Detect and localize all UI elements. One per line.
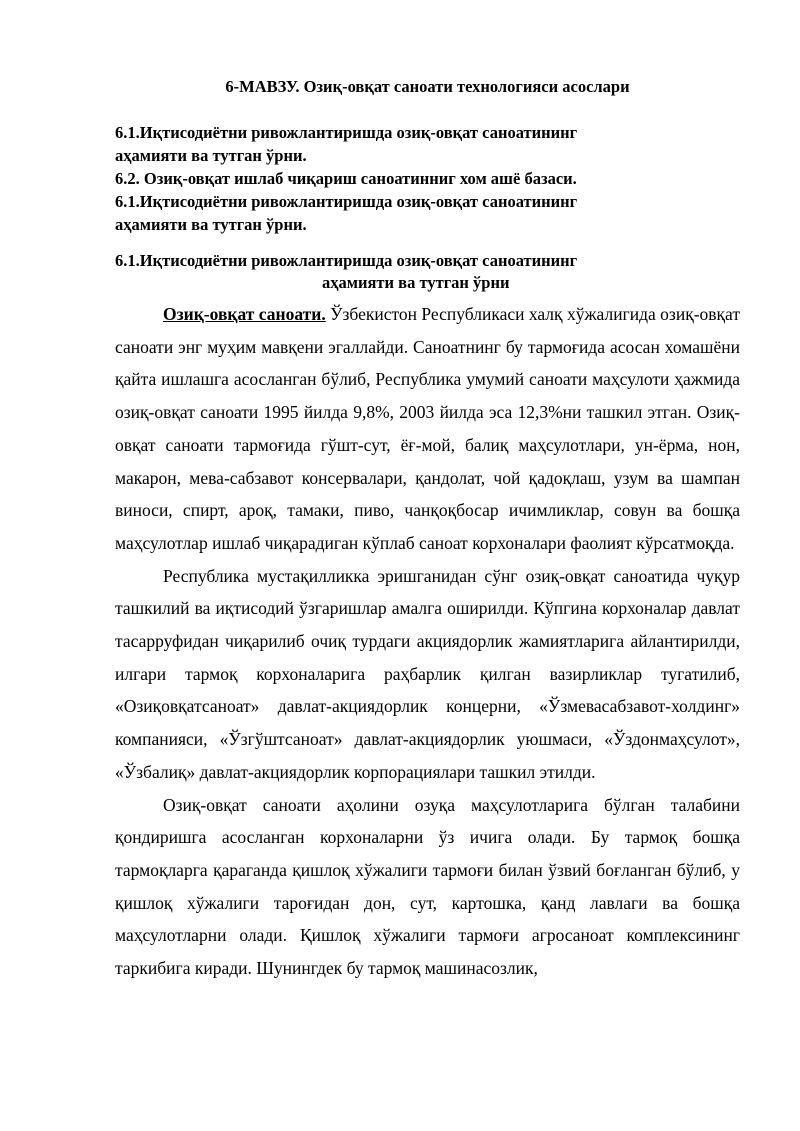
toc-line: 6.1.Иқтисодиётни ривожлантиришда озиқ-овқат саноатининг	[115, 123, 578, 142]
section-heading-line: 6.1.Иқтисодиётни ривожлантиришда озиқ-овқат саноатининг	[115, 251, 578, 270]
paragraph-text: Озиқ-овқат саноати аҳолини озуқа маҳсулотларига бўлган талабини қондиришга асосланган корхоналарни ўз ичига олади. Бу тармоқ бошқа тармоқларга қараганда қишлоқ хўжалиги тармоғи билан ўзвий боғланган бўлиб, у қишлоқ хўжалиги тароғидан дон, сут, картошка, қанд лавлаги ва бошқа маҳсулотларни олади. Қишлоқ хўжалиги тармоғи агросаноат комплексининг таркибига киради. Шунингдек бу тармоқ машинасозлик,	[115, 794, 740, 979]
paragraph	[115, 298, 740, 560]
toc-line: 6.2. Озиқ-овқат ишлаб чиқариш саноатинниг хом ашё базаси.	[115, 169, 577, 188]
toc-line: аҳамияти ва тутган ўрни.	[115, 215, 307, 234]
section-heading	[115, 250, 740, 294]
paragraph-text: Ўзбекистон Республикаси халқ хўжалигида озиқ-овқат саноати энг муҳим мавқени эгаллайди. Саноатнинг бу тармоғида асосан хомашёни қайта ишлашга асосланган бўлиб, Республика умумий саноати маҳсулоти ҳажмида озиқ-овқат саноати 1995 йилда 9,8%, 2003 йилда эса 12,3%ни ташкил этган. Озиқ-овқат саноати тармоғида гўшт-сут, ёғ-мой, балиқ маҳсулотлари, ун-ёрма, нон, макарон, мева-сабзавот консервалари, қандолат, чой қадоқлаш, узум ва шампан виноси, спирт, ароқ, тамаки, пиво, чанқоқбосар ичимликлар, совун ва бошқа маҳсулотлар ишлаб чиқарадиган кўплаб саноат корхоналари фаолият кўрсатмоқда.	[115, 304, 741, 553]
page-title: 6-МАВЗУ. Озиқ-овқат саноати технологияси асослари	[225, 77, 630, 96]
lead-term: Озиқ-овқат саноати.	[163, 304, 326, 324]
paragraph-text: Республика мустақилликка эришганидан сўнг озиқ-овқат саноатида чуқур ташкилий ва иқтисодий ўзгаришлар амалга оширилди. Кўпгина корхоналар давлат тасарруфидан чиқарилиб очиқ турдаги акциядорлик жамиятларига айлантирилди, илгари тармоқ корхоналарига раҳбарлик қилган вазирликлар тугатилиб, «Озиқовқатсаноат» давлат-акциядорлик концерни, «Ўзмевасабзавот-холдинг» компанияси, «Ўзгўштсаноат» давлат-акциядорлик уюшмаси, «Ўздонмаҳсулот», «Ўзбалиқ» давлат-акциядорлик корпорациялари ташкил этилди.	[115, 565, 740, 782]
paragraph	[115, 789, 740, 985]
body-text	[115, 298, 740, 985]
toc-line: аҳамияти ва тутган ўрни.	[115, 146, 307, 165]
toc-line: 6.1.Иқтисодиётни ривожлантиришда озиқ-овқат саноатининг	[115, 192, 578, 211]
paragraph	[115, 560, 740, 789]
table-of-contents	[115, 121, 740, 236]
section-heading-line: аҳамияти ва тутган ўрни	[322, 273, 510, 292]
